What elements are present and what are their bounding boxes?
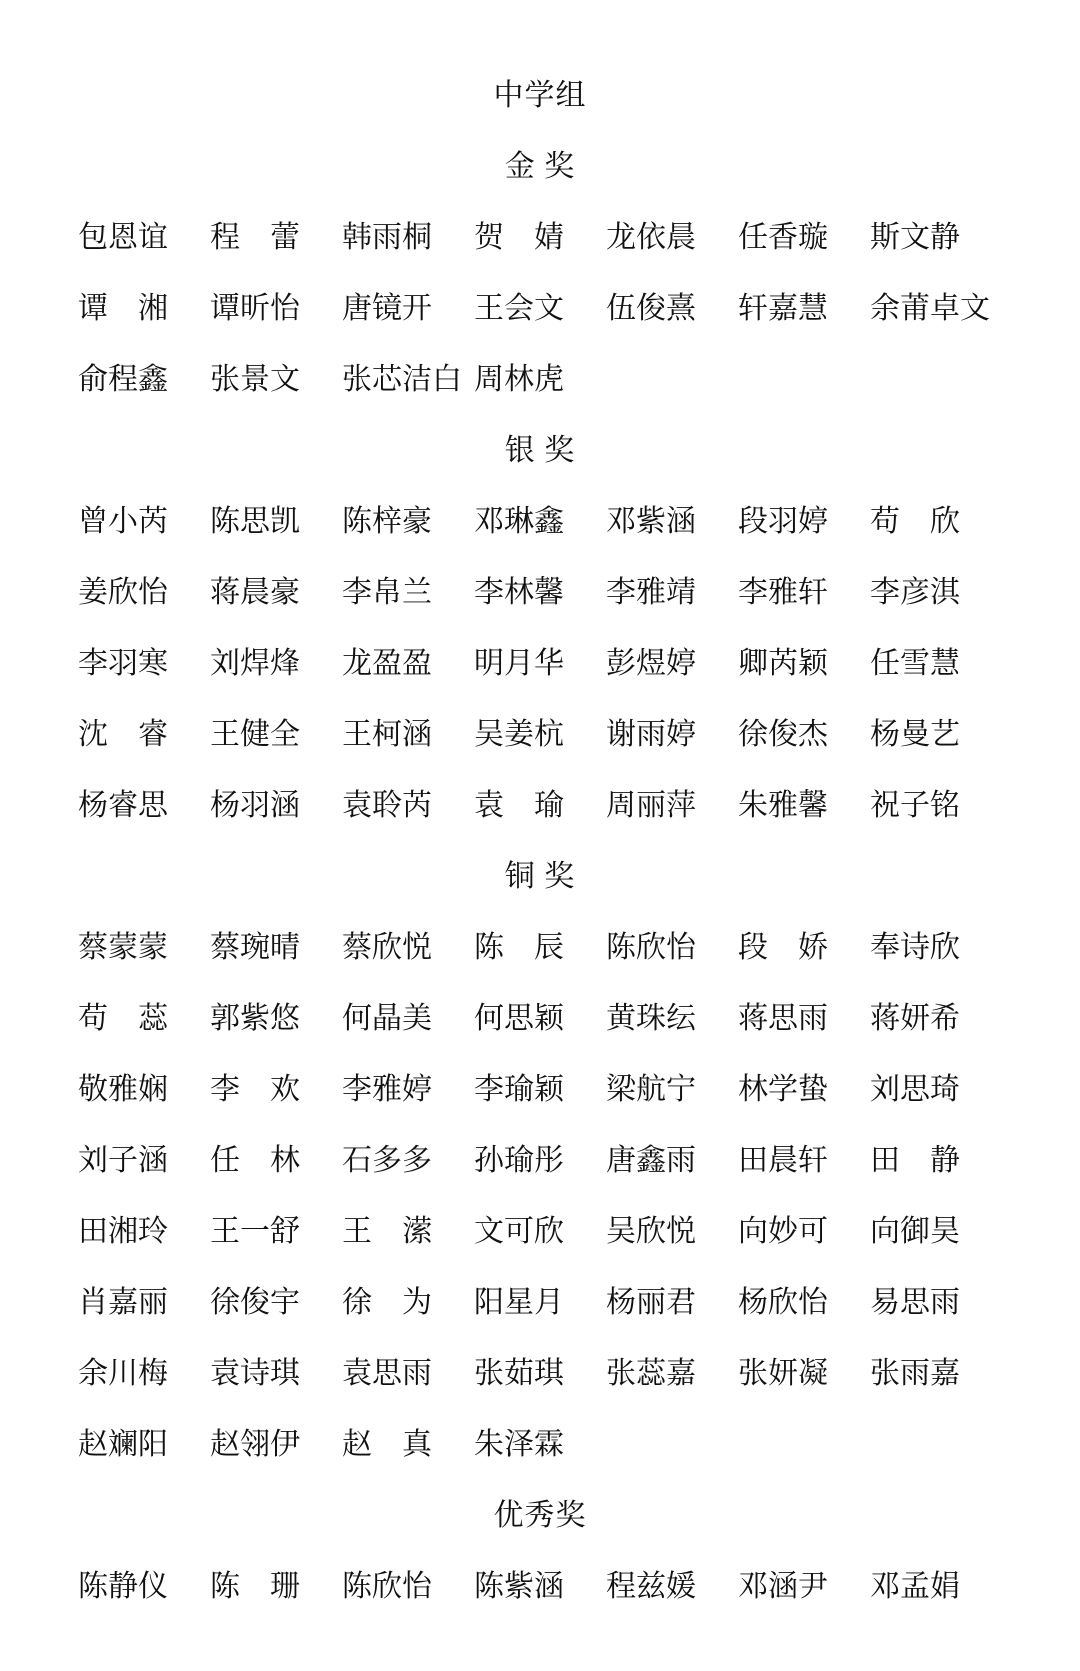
awardee-name: 蔡琬晴: [210, 930, 300, 964]
awardee-name: 李雅婷: [342, 1072, 432, 1106]
awardee-name: 李雅靖: [606, 575, 696, 609]
name-row: [78, 1547, 1002, 1618]
awardee-name: 唐鑫雨: [606, 1143, 696, 1177]
awardee-name: 袁聆芮: [342, 788, 432, 822]
section-heading-gold: 金 奖: [504, 149, 576, 183]
name-row: [78, 198, 1002, 269]
awardee-name: 斯文静: [870, 220, 960, 254]
awardee-name: 陈欣怡: [342, 1569, 432, 1603]
awardee-name: 杨羽涵: [210, 788, 300, 822]
awardee-name: 祝子铭: [870, 788, 960, 822]
awardee-name: 陈梓豪: [342, 504, 432, 538]
awardee-name: 杨曼艺: [870, 717, 960, 751]
awardee-name: 沈 睿: [78, 717, 168, 751]
awardee-name: 程 蕾: [210, 220, 300, 254]
name-row: [78, 340, 1002, 411]
awardee-name: 苟 蕊: [78, 1001, 168, 1035]
awardee-name: 唐镜开: [342, 291, 432, 325]
name-row: [78, 979, 1002, 1050]
awardee-name: 徐俊宇: [210, 1285, 300, 1319]
awardee-name: 谢雨婷: [606, 717, 696, 751]
awardee-name: 徐 为: [342, 1285, 432, 1319]
awardee-name: 邓琳鑫: [474, 504, 564, 538]
awardee-name: 邓紫涵: [606, 504, 696, 538]
awardee-name: 彭煜婷: [606, 646, 696, 680]
name-row: [78, 1405, 1002, 1476]
awardee-name: 刘子涵: [78, 1143, 168, 1177]
name-row: [78, 1192, 1002, 1263]
awardee-name: 刘焊烽: [210, 646, 300, 680]
awardee-name: 李 欢: [210, 1072, 300, 1106]
awardee-name: 李羽寒: [78, 646, 168, 680]
awardee-name: 谭昕怡: [210, 291, 300, 325]
awardee-name: 贺 婧: [474, 220, 564, 254]
awardee-name: 石多多: [342, 1143, 432, 1177]
awardee-name: 郭紫悠: [210, 1001, 300, 1035]
awardee-name: 程兹媛: [606, 1569, 696, 1603]
awardee-name: 朱泽霖: [474, 1427, 564, 1461]
awardee-name: 卿芮颖: [738, 646, 828, 680]
awardee-name: 文可欣: [474, 1214, 564, 1248]
awardee-name: 张妍凝: [738, 1356, 828, 1390]
awardee-name: 蔡蒙蒙: [78, 930, 168, 964]
awardee-name: 张芯洁白: [342, 362, 462, 396]
sections: [78, 127, 1002, 1618]
awardee-name: 刘思琦: [870, 1072, 960, 1106]
name-row: [78, 1121, 1002, 1192]
awardee-name: 周丽萍: [606, 788, 696, 822]
awardee-name: 陈静仪: [78, 1569, 168, 1603]
awardee-name: 张茹琪: [474, 1356, 564, 1390]
section-heading-silver: 银 奖: [504, 433, 576, 467]
awardee-name: 李雅轩: [738, 575, 828, 609]
awardee-name: 俞程鑫: [78, 362, 168, 396]
awardee-name: 何晶美: [342, 1001, 432, 1035]
section-heading-excellence: 优秀奖: [493, 1498, 587, 1532]
section-heading-bronze: 铜 奖: [504, 859, 576, 893]
awardee-name: 苟 欣: [870, 504, 960, 538]
awardee-name: 田湘玲: [78, 1214, 168, 1248]
awardee-name: 龙依晨: [606, 220, 696, 254]
awardee-name: 向妙可: [738, 1214, 828, 1248]
awardee-name: 李瑜颖: [474, 1072, 564, 1106]
awardee-name: 伍俊熹: [606, 291, 696, 325]
awardee-name: 敬雅娴: [78, 1072, 168, 1106]
name-row: [78, 269, 1002, 340]
awardee-name: 曾小芮: [78, 504, 168, 538]
awardee-name: 余川梅: [78, 1356, 168, 1390]
awardee-name: 袁 瑜: [474, 788, 564, 822]
awardee-name: 孙瑜彤: [474, 1143, 564, 1177]
awardee-name: 李帛兰: [342, 575, 432, 609]
awardee-name: 赵翎伊: [210, 1427, 300, 1461]
awardee-name: 王一舒: [210, 1214, 300, 1248]
awardee-name: 韩雨桐: [342, 220, 432, 254]
awardee-name: 袁诗琪: [210, 1356, 300, 1390]
name-row: [78, 908, 1002, 979]
awardee-name: 赵 真: [342, 1427, 432, 1461]
awardee-name: 陈思凯: [210, 504, 300, 538]
awardee-name: 阳星月: [474, 1285, 564, 1319]
awardee-name: 黄珠纭: [606, 1001, 696, 1035]
awardee-name: 王会文: [474, 291, 564, 325]
awardee-name: 张雨嘉: [870, 1356, 960, 1390]
awardee-name: 蒋妍希: [870, 1001, 960, 1035]
awardee-name: 王 潆: [342, 1214, 432, 1248]
awardee-name: 易思雨: [870, 1285, 960, 1319]
awardee-name: 王健全: [210, 717, 300, 751]
awardee-name: 袁思雨: [342, 1356, 432, 1390]
awardee-name: 陈 辰: [474, 930, 564, 964]
name-row: [78, 482, 1002, 553]
awardee-name: 吴欣悦: [606, 1214, 696, 1248]
awardee-name: 蔡欣悦: [342, 930, 432, 964]
awardee-name: 陈欣怡: [606, 930, 696, 964]
awardee-name: 朱雅馨: [738, 788, 828, 822]
awardee-name: 吴姜杭: [474, 717, 564, 751]
awardee-name: 周林虎: [474, 362, 564, 396]
awardee-name: 李彦淇: [870, 575, 960, 609]
awardee-name: 杨欣怡: [738, 1285, 828, 1319]
awardee-name: 向御昊: [870, 1214, 960, 1248]
awardee-name: 余莆卓文: [870, 291, 990, 325]
name-row: [78, 1334, 1002, 1405]
awardee-name: 杨丽君: [606, 1285, 696, 1319]
awardee-name: 轩嘉慧: [738, 291, 828, 325]
awardee-name: 蒋思雨: [738, 1001, 828, 1035]
awardee-name: 奉诗欣: [870, 930, 960, 964]
awardee-name: 任香璇: [738, 220, 828, 254]
awardee-name: 包恩谊: [78, 220, 168, 254]
awardee-name: 任 林: [210, 1143, 300, 1177]
awardee-name: 邓涵尹: [738, 1569, 828, 1603]
awardee-name: 段羽婷: [738, 504, 828, 538]
awardee-name: 杨睿思: [78, 788, 168, 822]
name-row: [78, 1050, 1002, 1121]
awardee-name: 李林馨: [474, 575, 564, 609]
awardee-name: 王柯涵: [342, 717, 432, 751]
awardee-name: 田晨轩: [738, 1143, 828, 1177]
awardee-name: 任雪慧: [870, 646, 960, 680]
awardee-name: 张景文: [210, 362, 300, 396]
name-row: [78, 553, 1002, 624]
awardee-name: 蒋晨豪: [210, 575, 300, 609]
awardee-name: 何思颖: [474, 1001, 564, 1035]
awardee-name: 田 静: [870, 1143, 960, 1177]
awardee-name: 姜欣怡: [78, 575, 168, 609]
awardee-name: 邓孟娟: [870, 1569, 960, 1603]
name-row: [78, 624, 1002, 695]
awardee-name: 陈紫涵: [474, 1569, 564, 1603]
awardee-name: 明月华: [474, 646, 564, 680]
awardee-name: 张蕊嘉: [606, 1356, 696, 1390]
name-row: [78, 766, 1002, 837]
awardee-name: 林学蛰: [738, 1072, 828, 1106]
page-title: 中学组: [493, 78, 587, 112]
name-row: [78, 695, 1002, 766]
awardee-name: 肖嘉丽: [78, 1285, 168, 1319]
awardee-name: 段 娇: [738, 930, 828, 964]
name-row: [78, 1263, 1002, 1334]
awardee-name: 谭 湘: [78, 291, 168, 325]
awardee-name: 陈 珊: [210, 1569, 300, 1603]
awardee-name: 赵斓阳: [78, 1427, 168, 1461]
awardee-name: 龙盈盈: [342, 646, 432, 680]
awardee-name: 徐俊杰: [738, 717, 828, 751]
awardee-name: 梁航宁: [606, 1072, 696, 1106]
